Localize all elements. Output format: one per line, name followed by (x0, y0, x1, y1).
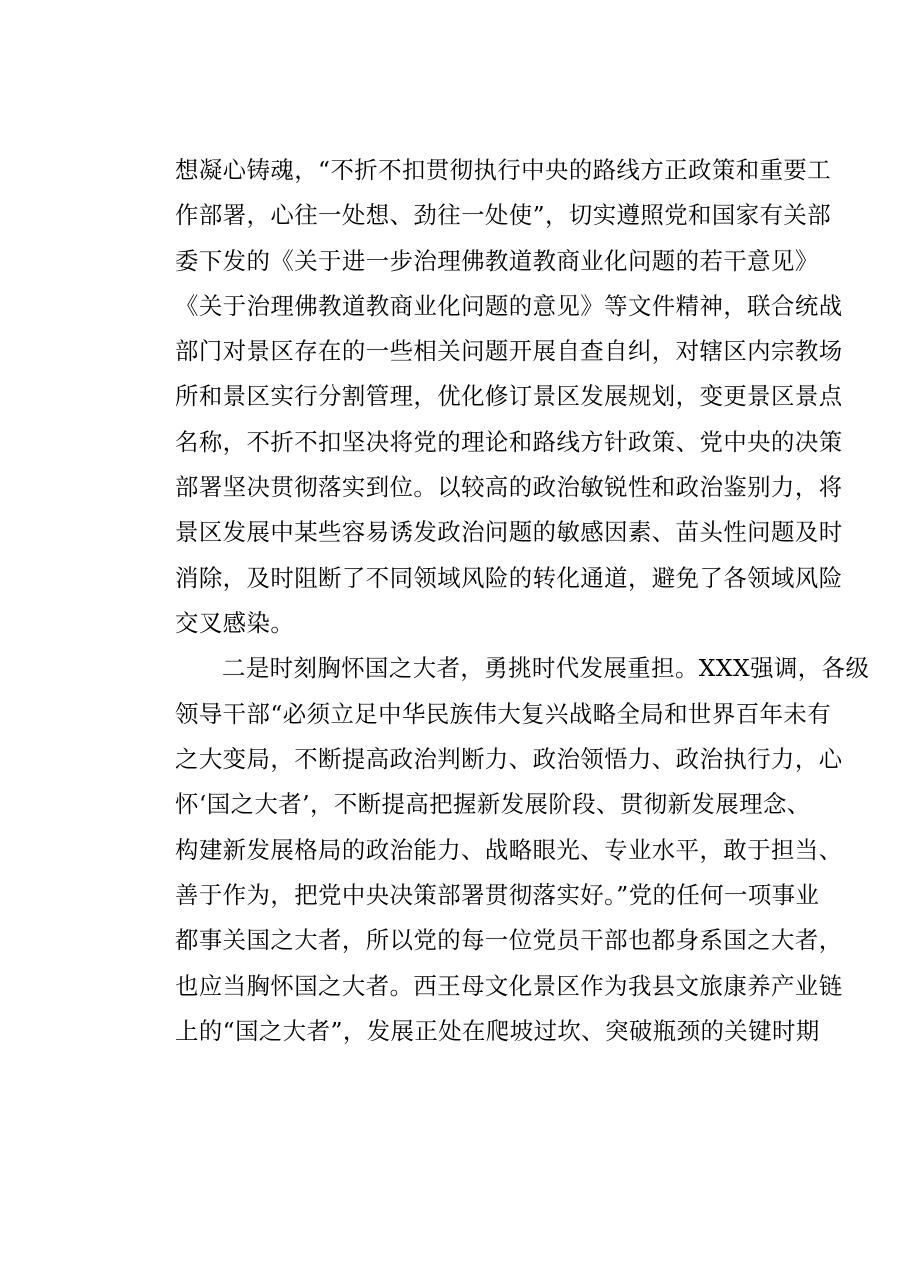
text-line: 部署坚决贯彻落实到位。以较高的政治敏锐性和政治鉴别力，将 (175, 473, 843, 501)
text-line: 交叉感染。 (175, 609, 295, 637)
text-line: 怀‘国之大者’，不断提高把握新发展阶段、贯彻新发展理念、 (175, 790, 811, 818)
text-line: 领导干部“必须立足中华民族伟大复兴战略全局和世界百年未有 (175, 700, 832, 728)
text-line: 都事关国之大者，所以党的每一位党员干部也都身系国之大者， (175, 926, 843, 954)
text-line: 想凝心铸魂，“不折不扣贯彻执行中央的路线方正政策和重要工 (175, 156, 832, 184)
text-line: 所和景区实行分割管理，优化修订景区发展规划，变更景区景点 (175, 382, 843, 410)
text-line: 委下发的《关于进一步治理佛教道教商业化问题的若干意见》 (175, 247, 819, 275)
text-line: 善于作为，把党中央决策部署贯彻落实好。”党的任何一项事业 (175, 881, 820, 909)
text-line: 部门对景区存在的一些相关问题开展自查自纠，对辖区内宗教场 (175, 337, 843, 365)
text-line: 构建新发展格局的政治能力、战略眼光、专业水平，敢于担当、 (175, 836, 843, 864)
text-line: 消除，及时阻断了不同领域风险的转化通道，避免了各领域风险 (175, 564, 843, 592)
text-line: 之大变局，不断提高政治判断力、政治领悟力、政治执行力，心 (175, 745, 843, 773)
text-line: 景区发展中某些容易诱发政治问题的敏感因素、苗头性问题及时 (175, 518, 843, 546)
text-line: 也应当胸怀国之大者。西王母文化景区作为我县文旅康养产业链 (175, 972, 843, 1000)
text-line: 《关于治理佛教道教商业化问题的意见》等文件精神，联合统战 (175, 292, 843, 320)
text-line: 作部署，心往一处想、劲往一处使”，切实遵照党和国家有关部 (175, 201, 832, 229)
text-line: 名称，不折不扣坚决将党的理论和路线方针政策、党中央的决策 (175, 428, 843, 456)
text-line: 上的“国之大者”，发展正处在爬坡过坎、突破瓶颈的关键时期 (175, 1017, 820, 1045)
paragraph-start-line: 二是时刻胸怀国之大者，勇挑时代发展重担。XXX强调，各级 (222, 654, 870, 682)
